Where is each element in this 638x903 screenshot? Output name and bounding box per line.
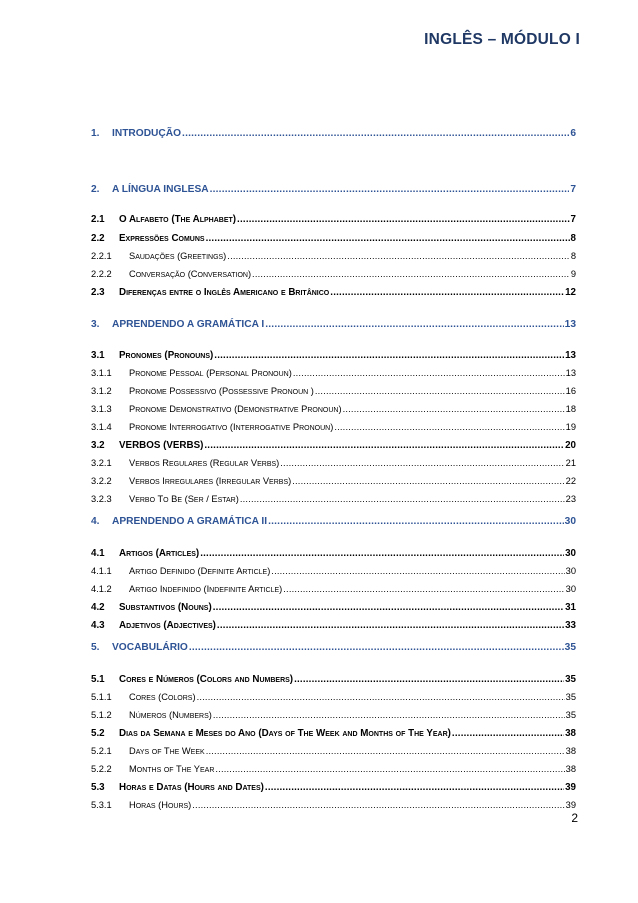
toc-entry-number: 3.2.3 <box>91 494 112 504</box>
toc-entry-number: 4.1.1 <box>91 566 112 576</box>
toc-entry-number: 2.2 <box>91 233 105 244</box>
toc-dot-leader <box>252 269 570 279</box>
toc-entry-title: Dias da Semana e Meses do Ano (Days of The Week and Months of The Year) <box>119 728 451 739</box>
page-number: 2 <box>571 811 578 825</box>
toc-entry-page: 13 <box>565 368 576 378</box>
toc-entry-title: Pronome Pessoal (Personal Pronoun) <box>129 368 292 378</box>
toc-entry-page: 13 <box>565 350 576 361</box>
toc-entry[interactable] <box>91 494 576 504</box>
toc-entry[interactable] <box>91 287 576 298</box>
toc-entry[interactable] <box>91 251 576 261</box>
toc-entry-page: 38 <box>565 764 576 774</box>
toc-entry[interactable] <box>91 350 576 361</box>
toc-entry[interactable] <box>91 548 576 559</box>
toc-entry-page: 39 <box>565 800 576 810</box>
toc-entry[interactable] <box>91 476 576 486</box>
toc-dot-leader <box>210 184 570 195</box>
toc-dot-leader <box>214 350 564 361</box>
toc-entry-title: Conversação (Conversation) <box>129 269 252 279</box>
toc-entry-title: Cores e Números (Colors and Numbers) <box>119 674 294 685</box>
toc-entry[interactable] <box>91 620 576 631</box>
toc-entry-title: Expressões Comuns <box>119 233 205 244</box>
toc-entry-title: Verbo To Be (Ser / Estar) <box>129 494 239 504</box>
toc-entry-number: 4.1.2 <box>91 584 112 594</box>
toc-dot-leader <box>293 368 565 378</box>
toc-entry-page: 35 <box>564 642 576 653</box>
toc-entry-title: Substantivos (Nouns) <box>119 602 212 613</box>
toc-dot-leader <box>265 782 564 793</box>
toc-entry-title: Months of The Year <box>129 764 215 774</box>
toc-entry-number: 3.2.2 <box>91 476 112 486</box>
toc-entry-number: 2.2.2 <box>91 269 112 279</box>
toc-dot-leader <box>213 602 564 613</box>
toc-entry[interactable] <box>91 602 576 613</box>
toc-entry-number: 5.3 <box>91 782 105 793</box>
toc-entry-page: 23 <box>565 494 576 504</box>
toc-entry-number: 3.1.3 <box>91 404 112 414</box>
toc-entry-title: Verbos Regulares (Regular Verbs) <box>129 458 280 468</box>
toc-entry-page: 7 <box>570 214 576 225</box>
toc-dot-leader <box>280 458 564 468</box>
toc-dot-leader <box>452 728 564 739</box>
toc-entry[interactable] <box>91 386 576 396</box>
toc-entry-number: 4.2 <box>91 602 105 613</box>
toc-dot-leader <box>206 746 565 756</box>
toc-entry-page: 31 <box>565 602 576 613</box>
toc-entry-number: 3.2.1 <box>91 458 112 468</box>
toc-entry-title: Cores (Colors) <box>129 692 196 702</box>
toc-entry[interactable] <box>91 368 576 378</box>
toc-entry-page: 8 <box>570 251 576 261</box>
toc-entry-page: 12 <box>565 287 576 298</box>
toc-entry-page: 35 <box>565 692 576 702</box>
toc-entry-title: Diferenças entre o Inglês Americano e Britânico <box>119 287 330 298</box>
toc-entry-title: Horas (Hours) <box>129 800 192 810</box>
toc-dot-leader <box>217 620 564 631</box>
toc-entry[interactable] <box>91 516 576 527</box>
toc-entry-title: APRENDENDO A GRAMÁTICA II <box>112 516 268 527</box>
toc-dot-leader <box>265 319 563 330</box>
toc-dot-leader <box>200 548 564 559</box>
toc-entry-number: 5.2 <box>91 728 105 739</box>
toc-entry-page: 35 <box>565 710 576 720</box>
toc-entry-title: O Alfabeto (The Alphabet) <box>119 214 237 225</box>
toc-entry-number: 2.3 <box>91 287 105 298</box>
toc-entry-page: 35 <box>565 674 576 685</box>
toc-entry-number: 3.2 <box>91 440 105 451</box>
toc-entry-page: 6 <box>570 128 576 139</box>
toc-dot-leader <box>343 404 565 414</box>
toc-entry-number: 3. <box>91 319 100 330</box>
toc-entry-number: 2. <box>91 184 100 195</box>
toc-dot-leader <box>189 642 564 653</box>
toc-entry[interactable] <box>91 128 576 139</box>
toc-entry-page: 20 <box>565 440 576 451</box>
toc-dot-leader <box>192 800 564 810</box>
toc-entry-number: 3.1 <box>91 350 105 361</box>
toc-entry-number: 3.1.2 <box>91 386 112 396</box>
toc-entry-number: 1. <box>91 128 100 139</box>
toc-entry[interactable] <box>91 269 576 279</box>
toc-entry-title: Artigo Indefinido (Indefinite Article) <box>129 584 283 594</box>
toc-entry-title: Adjetivos (Adjectives) <box>119 620 216 631</box>
toc-entry[interactable] <box>91 692 576 702</box>
toc-entry-title: Pronome Demonstrativo (Demonstrative Pronoun) <box>129 404 342 414</box>
toc-entry-number: 2.1 <box>91 214 105 225</box>
toc-entry[interactable] <box>91 728 576 739</box>
toc-dot-leader <box>237 214 570 225</box>
toc-entry-number: 5.1.1 <box>91 692 112 702</box>
toc-dot-leader <box>240 494 565 504</box>
toc-entry-number: 5.3.1 <box>91 800 112 810</box>
toc-entry-page: 38 <box>565 728 576 739</box>
toc-entry-page: 33 <box>565 620 576 631</box>
toc-entry-number: 3.1.4 <box>91 422 112 432</box>
toc-dot-leader <box>204 440 564 451</box>
toc-entry-page: 22 <box>565 476 576 486</box>
toc-entry-page: 13 <box>564 319 576 330</box>
toc-dot-leader <box>182 128 569 139</box>
toc-entry-page: 30 <box>565 584 576 594</box>
toc-entry-number: 5.2.1 <box>91 746 112 756</box>
toc-entry-page: 38 <box>565 746 576 756</box>
toc-entry-title: VERBOS (VERBS) <box>119 440 204 451</box>
toc-entry-title: Artigos (Articles) <box>119 548 200 559</box>
toc-entry-page: 7 <box>570 184 576 195</box>
toc-entry[interactable] <box>91 800 576 810</box>
toc-entry-page: 30 <box>565 566 576 576</box>
toc-entry-title: Artigo Definido (Definite Article) <box>129 566 271 576</box>
toc-entry-page: 39 <box>565 782 576 793</box>
toc-entry[interactable] <box>91 458 576 468</box>
toc-entry-number: 3.1.1 <box>91 368 112 378</box>
toc-entry[interactable] <box>91 404 576 414</box>
toc-entry[interactable] <box>91 642 576 653</box>
toc-dot-leader <box>315 386 565 396</box>
toc-entry-page: 16 <box>565 386 576 396</box>
toc-entry-title: INTRODUÇÃO <box>112 128 182 139</box>
toc-entry[interactable] <box>91 764 576 774</box>
toc-entry[interactable] <box>91 782 576 793</box>
document-header-title: INGLÊS – MÓDULO I <box>424 31 580 48</box>
toc-entry[interactable] <box>91 584 576 594</box>
toc-dot-leader <box>271 566 564 576</box>
toc-entry[interactable] <box>91 214 576 225</box>
toc-entry[interactable] <box>91 422 576 432</box>
toc-entry-number: 5.1.2 <box>91 710 112 720</box>
toc-entry[interactable] <box>91 746 576 756</box>
toc-entry-number: 5.2.2 <box>91 764 112 774</box>
toc-dot-leader <box>213 710 565 720</box>
toc-entry-page: 19 <box>565 422 576 432</box>
toc-dot-leader <box>330 287 564 298</box>
toc-entry-page: 30 <box>565 548 576 559</box>
toc-entry-page: 21 <box>565 458 576 468</box>
toc-dot-leader <box>227 251 570 261</box>
toc-entry[interactable] <box>91 319 576 330</box>
toc-entry[interactable] <box>91 440 576 451</box>
toc-entry-number: 2.2.1 <box>91 251 112 261</box>
toc-entry-title: APRENDENDO A GRAMÁTICA I <box>112 319 265 330</box>
toc-entry-number: 4. <box>91 516 100 527</box>
toc-entry-title: A LÍNGUA INGLESA <box>112 184 209 195</box>
toc-entry-page: 18 <box>565 404 576 414</box>
toc-entry[interactable] <box>91 233 576 244</box>
toc-dot-leader <box>283 584 564 594</box>
toc-entry[interactable] <box>91 566 576 576</box>
toc-entry[interactable] <box>91 674 576 685</box>
toc-entry-title: Horas e Datas (Hours and Dates) <box>119 782 264 793</box>
toc-entry[interactable] <box>91 184 576 195</box>
toc-entry-title: Números (Numbers) <box>129 710 212 720</box>
toc-entry-number: 5.1 <box>91 674 105 685</box>
toc-dot-leader <box>268 516 564 527</box>
toc-entry-number: 4.3 <box>91 620 105 631</box>
toc-entry-page: 30 <box>564 516 576 527</box>
toc-entry-title: Pronome Interrogativo (Interrogative Pronoun) <box>129 422 334 432</box>
toc-entry-title: Pronome Possessivo (Possessive Pronoun ) <box>129 386 314 396</box>
toc-dot-leader <box>197 692 565 702</box>
toc-dot-leader <box>292 476 564 486</box>
toc-entry-title: Days of The Week <box>129 746 205 756</box>
toc-entry-title: Pronomes (Pronouns) <box>119 350 214 361</box>
toc-dot-leader <box>206 233 570 244</box>
toc-entry[interactable] <box>91 710 576 720</box>
toc-entry-number: 5. <box>91 642 100 653</box>
toc-dot-leader <box>215 764 564 774</box>
toc-dot-leader <box>294 674 564 685</box>
toc-entry-number: 4.1 <box>91 548 105 559</box>
toc-entry-title: VOCABULÁRIO <box>112 642 188 653</box>
toc-entry-title: Saudações (Greetings) <box>129 251 227 261</box>
toc-entry-page: 8 <box>570 233 576 244</box>
toc-entry-title: Verbos Irregulares (Irregular Verbs) <box>129 476 292 486</box>
toc-entry-page: 9 <box>570 269 576 279</box>
toc-dot-leader <box>334 422 564 432</box>
